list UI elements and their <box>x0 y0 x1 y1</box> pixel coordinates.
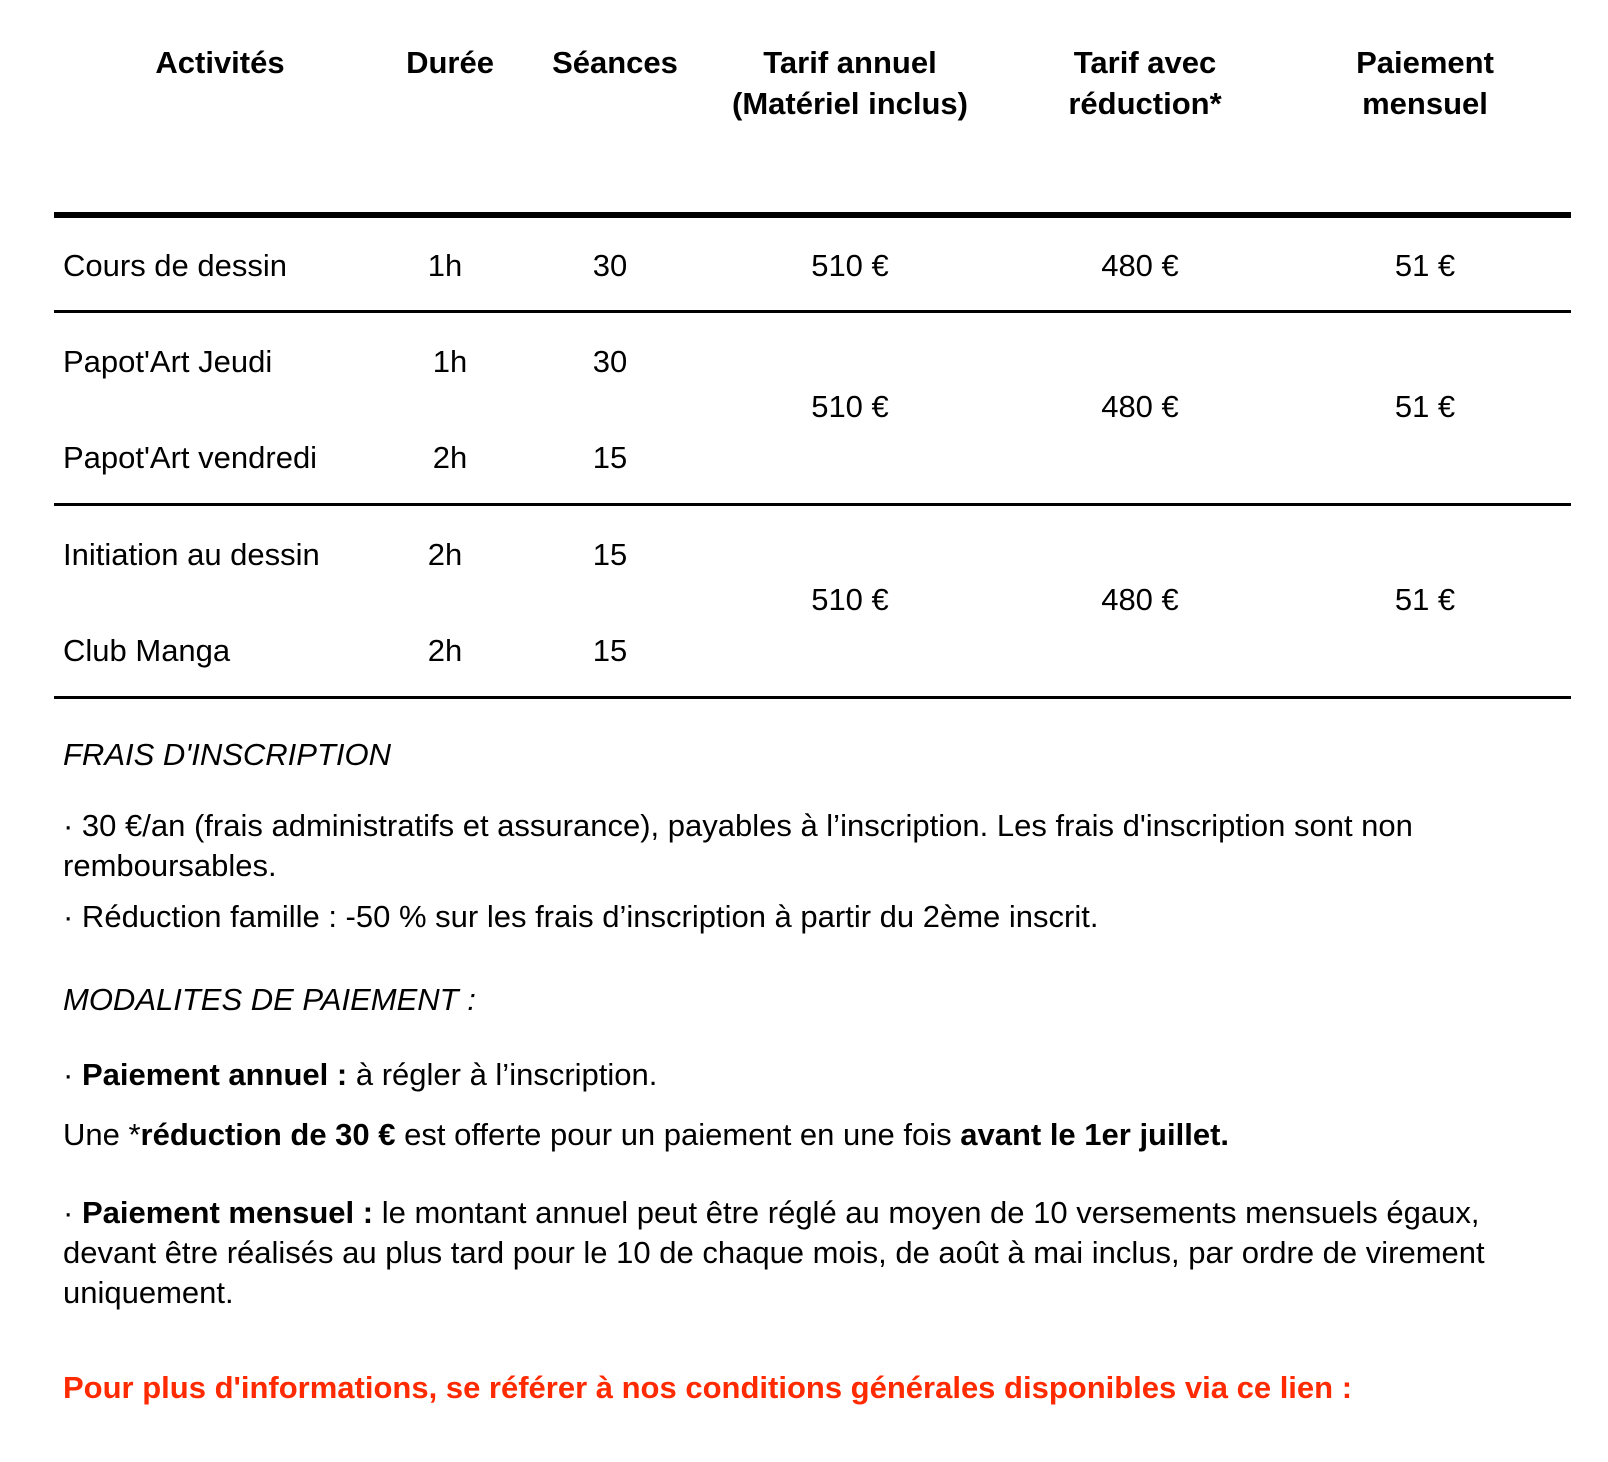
group-tarif-annuel: 510 € <box>811 389 889 424</box>
header-paiement-mensuel <box>1290 42 1560 124</box>
table-row-seances: 15 <box>592 440 628 475</box>
header-tarif-reduction-line2: réduction* <box>1068 86 1222 121</box>
table-row-activite: Initiation au dessin <box>63 537 320 572</box>
group-paiement-mensuel: 51 € <box>1394 389 1456 424</box>
group-divider <box>54 503 1571 506</box>
header-tarif-annuel-line2: (Matériel inclus) <box>732 86 968 121</box>
group-paiement-mensuel: 51 € <box>1394 248 1456 283</box>
reduction-amount: réduction de 30 € <box>140 1117 396 1152</box>
table-row-seances: 30 <box>592 344 628 379</box>
group-tarif-reduction: 480 € <box>1101 389 1179 424</box>
group-tarif-reduction: 480 € <box>1101 248 1179 283</box>
header-activites-label: Activités <box>155 45 285 80</box>
reduction-deadline: avant le 1er juillet. <box>960 1117 1230 1152</box>
bullet: · <box>63 1057 82 1092</box>
paiement-mensuel-label: Paiement mensuel : <box>81 1195 374 1230</box>
table-row-activite: Club Manga <box>63 633 231 668</box>
table-row-activite: Cours de dessin <box>63 248 288 283</box>
header-tarif-annuel-line1: Tarif annuel <box>763 45 937 80</box>
header-tarif-reduction-line1: Tarif avec <box>1073 45 1217 80</box>
group-tarif-annuel: 510 € <box>811 248 889 283</box>
group-divider <box>54 310 1571 313</box>
header-duree-label: Durée <box>406 45 494 80</box>
header-divider <box>54 212 1571 218</box>
header-tarif-reduction <box>1010 42 1280 124</box>
modalites-title: MODALITES DE PAIEMENT : <box>63 982 476 1017</box>
table-row-seances: 15 <box>592 537 628 572</box>
header-seances-label: Séances <box>552 45 678 80</box>
reduction-mid: est offerte pour un paiement en une fois <box>395 1117 961 1152</box>
table-row-duree: 1h <box>432 344 468 379</box>
paiement-mensuel-paragraph <box>63 1193 1543 1313</box>
group-tarif-annuel: 510 € <box>811 582 889 617</box>
table-row-duree: 1h <box>427 248 463 283</box>
frais-item-family-discount: · Réduction famille : -50 % sur les frais d’inscription à partir du 2ème inscrit. <box>63 899 1099 934</box>
reduction-line <box>63 1115 1543 1155</box>
table-row-activite: Papot'Art vendredi <box>63 440 318 475</box>
paiement-annuel-label: Paiement annuel : <box>81 1057 348 1092</box>
header-tarif-annuel <box>700 42 1000 124</box>
frais-title: FRAIS D'INSCRIPTION <box>63 737 391 772</box>
reduction-pre: Une * <box>63 1117 141 1152</box>
table-row-duree: 2h <box>427 633 463 668</box>
table-row-activite: Papot'Art Jeudi <box>63 344 273 379</box>
paiement-mensuel-text: le montant annuel peut être réglé au moyen de 10 versements mensuels égaux, devant être réalisés au plus tard pour le 10 de chaque mois, de août à mai inclus, par ordre de virement uniquement. <box>63 1195 1485 1310</box>
frais-item-annual-fee: · 30 €/an (frais administratifs et assurance), payables à l’inscription. Les frais d'inscription sont non remboursables. <box>63 808 1413 883</box>
paiement-annuel-line <box>63 1055 1543 1095</box>
header-activites <box>120 42 320 83</box>
group-tarif-reduction: 480 € <box>1101 582 1179 617</box>
bullet: · <box>63 1195 82 1230</box>
header-paiement-line2: mensuel <box>1362 86 1488 121</box>
table-row-seances: 15 <box>592 633 628 668</box>
paiement-annuel-text: à régler à l’inscription. <box>347 1057 658 1092</box>
table-row-duree: 2h <box>432 440 468 475</box>
group-paiement-mensuel: 51 € <box>1394 582 1456 617</box>
table-row-duree: 2h <box>427 537 463 572</box>
header-paiement-line1: Paiement <box>1356 45 1494 80</box>
conditions-link-note: Pour plus d'informations, se référer à nos conditions générales disponibles via ce lien : <box>63 1370 1353 1405</box>
header-duree <box>385 42 515 83</box>
header-seances <box>530 42 700 83</box>
table-row-seances: 30 <box>592 248 628 283</box>
table-bottom-divider <box>54 696 1571 699</box>
